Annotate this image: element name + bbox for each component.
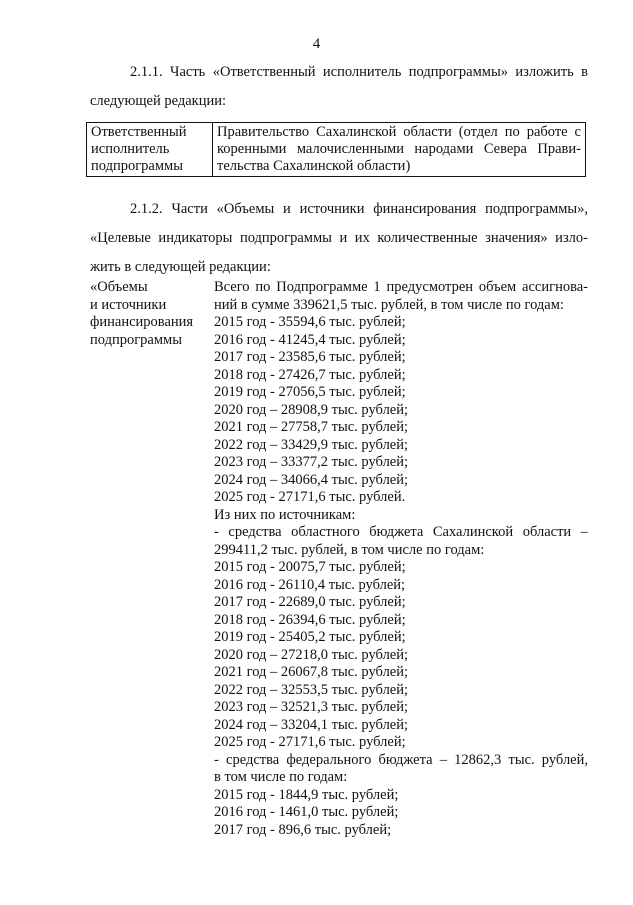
year-amount-line: 2024 год – 34066,4 тыс. рублей; xyxy=(214,471,409,488)
year-amount-line: 2022 год – 32553,5 тыс. рублей; xyxy=(214,681,409,698)
year-amount-line: 2015 год - 1844,9 тыс. рублей; xyxy=(214,786,399,803)
year-amount-line: 2024 год – 33204,1 тыс. рублей; xyxy=(214,716,409,733)
year-amount-line: 2023 год – 33377,2 тыс. рублей; xyxy=(214,454,409,470)
section-2-1-1-line: 2.1.1. Часть «Ответственный исполнитель подпрограммы» изложить в xyxy=(130,64,588,80)
financing-label-line: подпрограммы xyxy=(90,331,182,348)
responsible-executor-table xyxy=(86,122,586,177)
section-2-1-1-line: следующей редакции: xyxy=(90,93,227,109)
label-line: Ответственный xyxy=(91,124,187,140)
year-amount-line: 2021 год – 26067,8 тыс. рублей; xyxy=(214,664,409,680)
year-amount-line: 2021 год – 27758,7 тыс. рублей; xyxy=(214,419,409,435)
value-line: Правительство Сахалинской области (отдел по работе с xyxy=(217,124,581,140)
page-number: 4 xyxy=(312,36,321,52)
responsible-executor-value-cell xyxy=(213,123,586,177)
section-2-1-2-paragraph xyxy=(90,195,588,282)
year-amount-line: 2017 год - 896,6 тыс. рублей; xyxy=(214,821,392,838)
section-2-1-2-line: 2.1.2. Части «Объемы и источники финансирования подпрограммы», xyxy=(130,201,588,217)
year-amount-line: 2025 год - 27171,6 тыс. рублей. xyxy=(214,489,406,505)
year-amount-line: 2016 год - 1461,0 тыс. рублей; xyxy=(214,804,399,820)
financing-label xyxy=(90,279,208,349)
financing-label-line: «Объемы xyxy=(90,279,148,295)
section-2-1-2-line: «Целевые индикаторы подпрограммы и их количественные значения» изло- xyxy=(90,230,588,246)
section-2-1-1-paragraph xyxy=(90,58,588,116)
year-amount-line: 2018 год - 27426,7 тыс. рублей; xyxy=(214,366,406,383)
total-line: Всего по Подпрограмме 1 предусмотрен объем ассигнова- xyxy=(214,279,588,295)
section-2-1-2-line: жить в следующей редакции: xyxy=(90,259,271,275)
year-amount-line: 2015 год - 20075,7 тыс. рублей; xyxy=(214,559,406,575)
regional-by-year-list xyxy=(214,559,588,752)
federal-by-year-list xyxy=(214,787,588,840)
financing-label-line: финансирования xyxy=(90,314,194,330)
year-amount-line: 2019 год - 25405,2 тыс. рублей; xyxy=(214,629,406,645)
year-amount-line: 2023 год – 32521,3 тыс. рублей; xyxy=(214,699,409,715)
year-amount-line: 2020 год – 27218,0 тыс. рублей; xyxy=(214,646,409,663)
value-line: тельства Сахалинской области) xyxy=(217,158,411,174)
year-amount-line: 2015 год - 35594,6 тыс. рублей; xyxy=(214,314,406,330)
regional-budget-line: 299411,2 тыс. рублей, в том числе по годам: xyxy=(214,541,485,558)
value-line: коренными малочисленными народами Севера Прави- xyxy=(217,141,581,157)
total-by-year-list xyxy=(214,314,588,507)
year-amount-line: 2018 год - 26394,6 тыс. рублей; xyxy=(214,611,406,628)
year-amount-line: 2022 год – 33429,9 тыс. рублей; xyxy=(214,436,409,453)
year-amount-line: 2017 год - 23585,6 тыс. рублей; xyxy=(214,349,406,365)
responsible-executor-label-cell xyxy=(87,123,213,177)
year-amount-line: 2016 год - 41245,4 тыс. рублей; xyxy=(214,331,406,348)
label-line: подпрограммы xyxy=(91,158,183,174)
regional-budget-line: - средства областного бюджета Сахалинской области – xyxy=(214,524,588,540)
year-amount-line: 2017 год - 22689,0 тыс. рублей; xyxy=(214,594,406,610)
total-line: ний в сумме 339621,5 тыс. рублей, в том числе по годам: xyxy=(214,296,564,313)
year-amount-line: 2025 год - 27171,6 тыс. рублей; xyxy=(214,734,406,750)
year-amount-line: 2016 год - 26110,4 тыс. рублей; xyxy=(214,576,406,593)
sources-heading: Из них по источникам: xyxy=(214,506,356,523)
federal-budget-line: в том числе по годам: xyxy=(214,769,348,785)
year-amount-line: 2020 год – 28908,9 тыс. рублей; xyxy=(214,401,409,418)
federal-budget-line: - средства федерального бюджета – 12862,3 тыс. рублей, xyxy=(214,751,588,768)
financing-label-line: и источники xyxy=(90,296,167,313)
financing-content xyxy=(214,279,588,839)
year-amount-line: 2019 год - 27056,5 тыс. рублей; xyxy=(214,384,406,400)
label-line: исполнитель xyxy=(91,141,170,157)
